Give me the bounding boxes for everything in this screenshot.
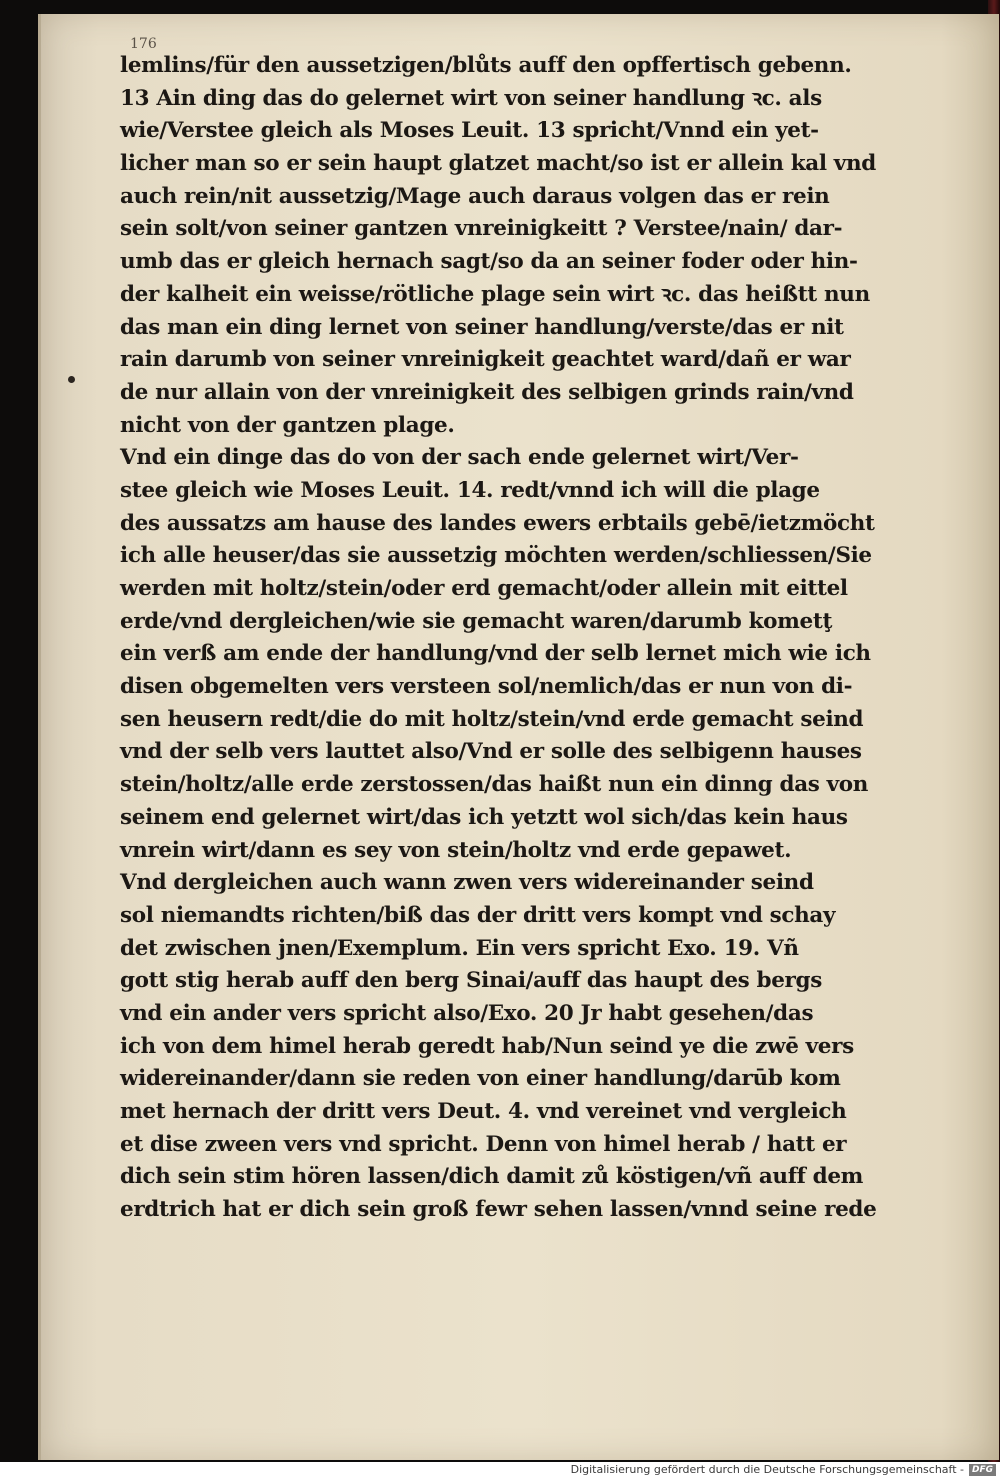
page-text-block (120, 50, 960, 1227)
text-line: Vnd dergleichen auch wann zwen vers widereinander seind (120, 870, 814, 896)
text-line: vnd der selb vers lauttet also/Vnd er solle des selbigenn hauses (120, 739, 862, 765)
text-line: ich alle heuser/das sie aussetzig möchten werden/schliessen/Sie (120, 543, 872, 569)
text-line: vnd ein ander vers spricht also/Exo. 20 Jr habt gesehen/das (120, 1000, 814, 1026)
text-line: 13 Ain ding das do gelernet wirt von seiner handlung ꝛc. als (120, 85, 822, 111)
text-line: nicht von der gantzen plage. (120, 412, 455, 438)
text-line: lemlins/für den aussetzigen/blůts auff den opffertisch gebenn. (120, 53, 852, 78)
text-line: disen obgemelten vers versteen sol/nemlich/das er nun von di- (120, 674, 853, 700)
text-line: et dise zween vers vnd spricht. Denn von himel herab / hatt er (120, 1131, 847, 1157)
dfg-logo: DFG (969, 1464, 996, 1476)
text-line: erdtrich hat er dich sein groß fewr sehen lassen/vnnd seine rede (120, 1197, 877, 1223)
text-line: de nur allain von der vnreinigkeit des selbigen grinds rain/vnd (120, 379, 854, 405)
text-line: Vnd ein dinge das do von der sach ende gelernet wirt/Ver- (120, 445, 799, 471)
page-number: 176 (130, 36, 157, 52)
text-line: erde/vnd dergleichen/wie sie gemacht waren/darumb kometţ (120, 608, 833, 634)
text-line: das man ein ding lernet von seiner handlung/verste/das er nit (120, 314, 844, 340)
funding-credit: Digitalisierung gefördert durch die Deutsche Forschungsgemeinschaft - (570, 1463, 964, 1476)
text-line: stein/holtz/alle erde zerstossen/das haißt nun ein dinng das von (120, 772, 869, 798)
text-line: sein solt/von seiner gantzen vnreinigkeitt ? Verstee/nain/ dar- (120, 216, 843, 242)
text-line: widereinander/dann sie reden von einer handlung/darūb kom (120, 1066, 841, 1092)
text-line: seinem end gelernet wirt/das ich yetztt wol sich/das kein haus (120, 804, 848, 830)
text-line: der kalheit ein weisse/rötliche plage sein wirt ꝛc. das heißtt nun (120, 281, 870, 307)
text-line: auch rein/nit aussetzig/Mage auch daraus volgen das er rein (120, 183, 830, 209)
text-line: ein verß am ende der handlung/vnd der selb lernet mich wie ich (120, 641, 871, 667)
text-line: sen heusern redt/die do mit holtz/stein/vnd erde gemacht seind (120, 706, 864, 732)
text-line: rain darumb von seiner vnreinigkeit geachtet ward/dañ er war (120, 347, 851, 373)
text-line: wie/Verstee gleich als Moses Leuit. 13 spricht/Vnnd ein yet- (120, 118, 819, 144)
text-line: ich von dem himel herab geredt hab/Nun seind ye die zwē vers (120, 1033, 854, 1059)
text-line: umb das er gleich hernach sagt/so da an seiner foder oder hin- (120, 249, 858, 275)
text-line: sol niemandts richten/biß das der dritt vers kompt vnd schay (120, 902, 836, 928)
text-line: det zwischen jnen/Exemplum. Ein vers spricht Exo. 19. Vñ (120, 935, 799, 961)
text-line: met hernach der dritt vers Deut. 4. vnd vereinet vnd vergleich (120, 1099, 847, 1124)
text-line: werden mit holtz/stein/oder erd gemacht/oder allein mit eittel (120, 576, 848, 601)
text-line: gott stig herab auff den berg Sinai/auff das haupt des bergs (120, 968, 822, 994)
text-line: des aussatzs am hause des landes ewers erbtails gebē/ietzmöcht (120, 510, 875, 536)
text-line: vnrein wirt/dann es sey von stein/holtz vnd erde gepawet. (120, 837, 792, 863)
footer-bar (0, 1462, 1000, 1479)
ink-blot-mark (68, 376, 75, 383)
text-line: licher man so er sein haupt glatzet macht/so ist er allein kal vnd (120, 151, 876, 177)
text-line: stee gleich wie Moses Leuit. 14. redt/vnnd ich will die plage (120, 477, 820, 503)
text-line: dich sein stim hören lassen/dich damit zů köstigen/vñ auff dem (120, 1164, 864, 1190)
